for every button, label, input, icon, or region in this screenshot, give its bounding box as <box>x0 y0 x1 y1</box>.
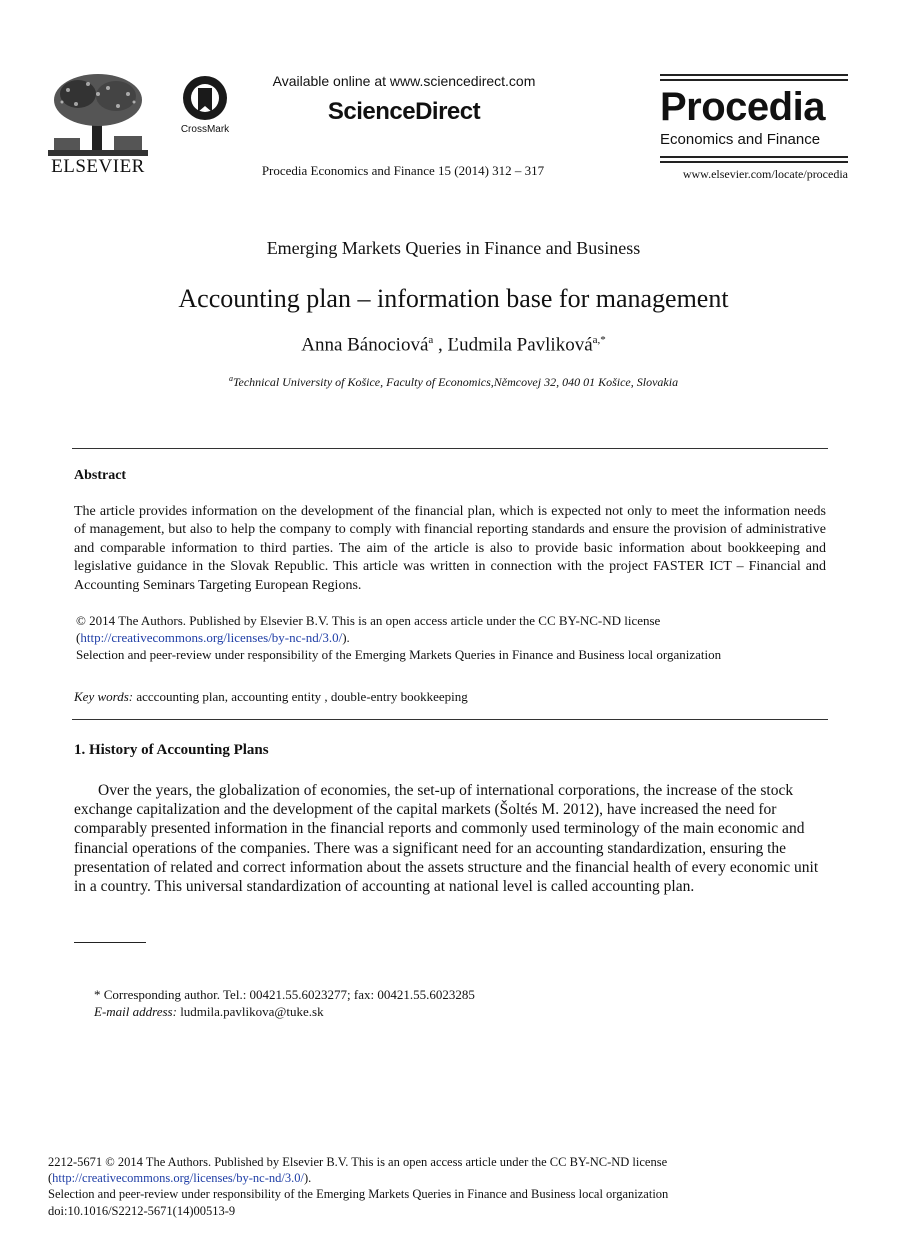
divider <box>72 719 828 720</box>
author-separator: , <box>433 334 448 356</box>
license-link[interactable]: http://creativecommons.org/licenses/by-nc-nd/3.0/ <box>80 630 343 645</box>
footer-line: Selection and peer-review under responsibility of the Emerging Markets Queries in Finance and Business local organization <box>48 1187 669 1202</box>
paren: ( <box>76 630 81 645</box>
available-online-text: Available online at www.sciencedirect.com <box>272 73 536 89</box>
author-list <box>0 334 907 356</box>
procedia-url-link[interactable]: www.elsevier.com/locate/procedia <box>682 167 848 181</box>
license-line: Selection and peer-review under responsibility of the Emerging Markets Queries in Finance and Business local organization <box>76 647 722 662</box>
license-notice <box>76 612 836 663</box>
email-address[interactable]: ludmila.pavlikova@tuke.sk <box>176 1004 324 1019</box>
divider <box>72 448 828 449</box>
section-body <box>74 781 826 896</box>
author-name: Ľudmila Pavliková <box>447 334 593 356</box>
abstract-heading: Abstract <box>74 468 127 483</box>
keywords <box>74 689 468 705</box>
affil-marker: a <box>228 374 233 383</box>
crossmark-badge[interactable] <box>172 74 238 135</box>
footer-line: 2212-5671 © 2014 The Authors. Published by Elsevier B.V. This is an open access article under the CC BY-NC-ND license <box>48 1155 668 1169</box>
doi[interactable]: doi:10.1016/S2212-5671(14)00513-9 <box>48 1203 236 1218</box>
crossmark-label: CrossMark <box>180 124 230 135</box>
email-line <box>94 1003 475 1020</box>
crossmark-icon <box>181 74 229 122</box>
abstract-text: The article provides information on the development of the financial plan, which is expected not only to meet the information needs of management, but also to help the company to comply with financial reporting standards and ensure the provision of administrative and comparable information to third parties. The aim of the article is also to provide basic information about bookkeeping and legislative guidance in the Slovak Republic. This article was written in connection with the project FASTER ICT – Financial and Accounting Seminars Targeting European Regions. <box>74 504 826 593</box>
journal-reference: Procedia Economics and Finance 15 (2014) 312 – 317 <box>261 163 545 178</box>
masthead-rule <box>660 74 848 76</box>
procedia-masthead <box>660 74 848 182</box>
paren: ). <box>342 630 350 645</box>
affiliation <box>0 374 907 390</box>
masthead-rule <box>660 161 848 163</box>
license-link-line <box>76 629 836 646</box>
procedia-subtitle: Economics and Finance <box>660 131 821 148</box>
elsevier-wordmark: ELSEVIER <box>51 156 145 177</box>
footer-license-link[interactable]: http://creativecommons.org/licenses/by-nc-nd/3.0/ <box>52 1171 304 1186</box>
masthead-rule <box>660 156 848 158</box>
sciencedirect-logo: ScienceDirect <box>327 98 481 125</box>
corresponding-author: * Corresponding author. Tel.: 00421.55.6023277; fax: 00421.55.6023285 <box>94 987 475 1002</box>
author-affil-marker: a <box>428 334 434 346</box>
conference-name: Emerging Markets Queries in Finance and Business <box>266 238 641 258</box>
author-affil-marker: a,* <box>592 334 606 346</box>
license-line: © 2014 The Authors. Published by Elsevier B.V. This is an open access article under the CC BY-NC-ND license <box>76 613 661 628</box>
author-name: Anna Bánociová <box>301 334 429 356</box>
footnote <box>94 986 475 1020</box>
procedia-title: Procedia <box>660 85 825 129</box>
affiliation-text: Technical University of Košice, Faculty of Economics,Němcovej 32, 040 01 Košice, Slovakia <box>232 375 679 389</box>
section-heading: 1. History of Accounting Plans <box>74 742 269 758</box>
masthead-rule <box>660 79 848 81</box>
paren: ( <box>48 1171 53 1186</box>
keywords-label: Key words: <box>74 689 134 704</box>
paren: ). <box>303 1171 312 1186</box>
article-title: Accounting plan – information base for management <box>178 284 729 313</box>
keywords-text: acccounting plan, accounting entity , double-entry bookkeeping <box>133 689 468 704</box>
footnote-rule <box>74 942 146 943</box>
footer-link-line <box>48 1170 668 1186</box>
page-footer <box>48 1154 668 1219</box>
email-label: E-mail address: <box>94 1004 177 1019</box>
paragraph: Over the years, the globalization of economies, the set-up of international corporations, the increase of the stock exchange capitalization and the development of the capital markets (Šoltés M. 2012), have increased the need for comparably presented information in the financial reports and commonly used terminology of the main economic and financial operations of the companies. There was a significant need for an accounting standardization, ensuring the presentation of related and correct information about the assets structure and the financial health of every economic unit in a country. This universal standardization of accounting at national level is called accounting plan. <box>74 782 819 896</box>
